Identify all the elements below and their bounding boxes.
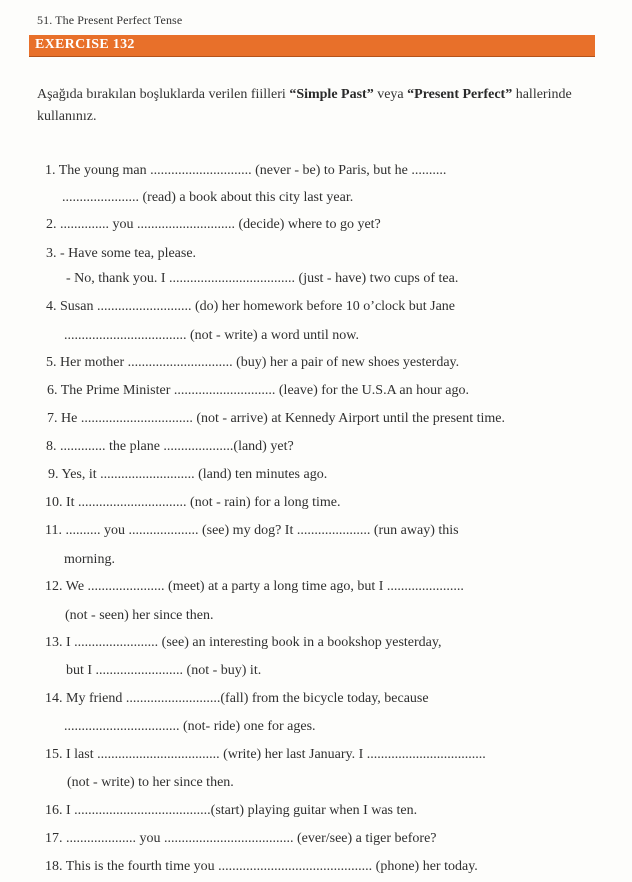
exercise-line: 2. .............. you ............................ (decide) where to go yet? (46, 217, 381, 232)
exercise-line: ...................... (read) a book about this city last year. (62, 190, 354, 205)
exercise-line: 11. .......... you .................... (see) my dog? It ..................... (run away) this (45, 523, 459, 538)
exercise-banner (29, 35, 595, 57)
exercise-line: but I ......................... (not - buy) it. (66, 663, 262, 678)
exercise-line: ................................. (not- ride) one for ages. (64, 719, 316, 734)
exercise-line: 13. I ........................ (see) an interesting book in a bookshop yesterday, (45, 635, 442, 650)
exercise-line: morning. (64, 552, 115, 567)
instructions: Aşağıda bırakılan boşluklarda verilen fiilleri “Simple Past” veya “Present Perfect” hallerinde kullanınız. (37, 87, 572, 124)
exercise-line: 15. I last ................................... (write) her last January. I .................................. (45, 747, 486, 762)
exercise-title: EXERCISE 132 (35, 37, 135, 52)
exercise-line: (not - write) to her since then. (67, 775, 234, 790)
exercise-line: 1. The young man ............................. (never - be) to Paris, but he .......... (45, 163, 447, 178)
exercise-line: 12. We ...................... (meet) at a party a long time ago, but I ...................... (45, 579, 464, 594)
term-simple-past: “Simple Past” (289, 87, 374, 102)
exercise-line: 7. He ................................ (not - arrive) at Kennedy Airport until the present time. (47, 411, 506, 426)
exercise-line: 9. Yes, it ........................... (land) ten minutes ago. (48, 467, 328, 482)
page-header: 51. The Present Perfect Tense (37, 13, 183, 27)
exercise-line: 3. - Have some tea, please. (46, 246, 197, 261)
exercise-line: ................................... (not - write) a word until now. (64, 328, 359, 343)
exercise-line: 5. Her mother .............................. (buy) her a pair of new shoes yesterday. (46, 355, 460, 370)
exercise-line: (not - seen) her since then. (65, 608, 214, 623)
exercise-line: 10. It ............................... (not - rain) for a long time. (45, 495, 341, 510)
exercise-line: 4. Susan ........................... (do) her homework before 10 o’clock but Jane (46, 299, 456, 314)
exercise-line: 16. I .......................................(start) playing guitar when I was ten. (45, 803, 418, 818)
exercise-line: 17. .................... you ..................................... (ever/see) a tiger before? (45, 831, 437, 846)
exercise-line: 6. The Prime Minister ............................. (leave) for the U.S.A an hour ago. (47, 383, 470, 398)
exercise-line: 14. My friend ...........................(fall) from the bicycle today, because (45, 691, 429, 706)
exercise-line: 18. This is the fourth time you ............................................ (phone) her today. (45, 859, 478, 874)
term-present-perfect: “Present Perfect” (407, 87, 513, 102)
exercise-line: 8. ............. the plane ....................(land) yet? (46, 439, 294, 454)
exercise-line: - No, thank you. I .................................... (just - have) two cups of tea. (66, 271, 459, 286)
